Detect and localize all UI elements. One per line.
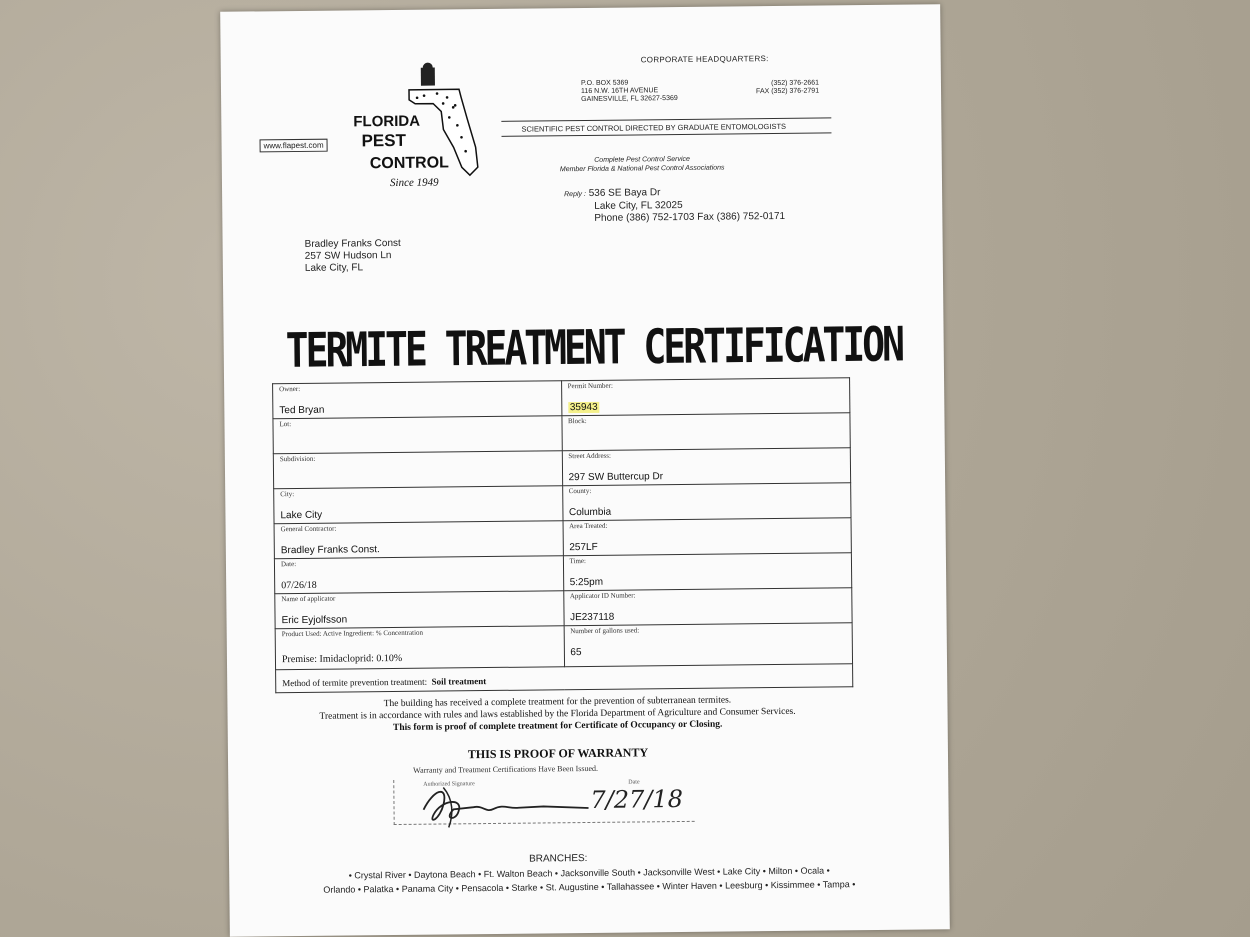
form-row [273,448,850,489]
recipient-address: Bradley Franks Const 257 SW Hudson Ln Lake City, FL [304,237,401,274]
reply-address: Reply : 536 SE Baya Dr Lake City, FL 32025 Phone (386) 752-1703 Fax (386) 752-0171 [564,187,786,224]
membership-text: Complete Pest Control Service Member Florida & National Pest Control Associations [559,155,725,174]
product-cell: Product Used: Active Ingredient: % Concentration Premise: Imidacloprid: 0.10% [275,626,564,670]
hq-phones: (352) 376-2661 FAX (352) 376-2791 [756,79,820,96]
form-row [275,588,852,629]
form-row [275,623,852,670]
applicator-id-value: JE237118 [569,611,615,624]
method-value: Soil treatment [431,676,487,687]
logo-word-pest: PEST [361,130,407,151]
branches-line-1: • Crystal River • Daytona Beach • Ft. Walton Beach • Jacksonville South • Jacksonville West • Lake City • Milton • Ocala • [348,865,830,881]
applicator-value: Eric Eyjolfsson [281,614,348,627]
gallons-value: 65 [570,647,582,659]
method-cell: Method of termite prevention treatment: Soil treatment [276,664,853,693]
contractor-value: Bradley Franks Const. [280,544,380,557]
county-value: Columbia [568,506,612,519]
date-label: Date [628,779,640,786]
form-row [274,518,851,559]
form-row [274,553,851,594]
permit-cell: Permit Number: 35943 [561,378,850,416]
street-cell: Street Address: 297 SW Buttercup Dr [562,448,851,486]
certification-form [272,377,853,693]
time-cell: Time: 5:25pm [563,553,852,591]
city-cell: City: Lake City [274,486,563,524]
company-logo [349,59,490,190]
street-value: 297 SW Buttercup Dr [568,471,664,484]
date-value: 07/26/18 [281,579,317,592]
treatment-statement: The building has received a complete treatment for the prevention of subterranean termites. Treatment is in accordance with rules and laws established by the Florida Department of Agriculture and Consumer Services. This form is proof of complete treatment for Certificate of Occupancy or Closing. [319,695,796,734]
county-cell: County: Columbia [562,483,851,521]
logo-word-control: CONTROL [369,154,449,173]
form-row [273,413,850,454]
gallons-cell: Number of gallons used: 65 [564,623,853,667]
owner-cell: Owner: Ted Bryan [273,381,562,419]
logo-since: Since 1949 [389,176,439,190]
area-cell: Area Treated: 257LF [563,518,852,556]
signed-date: 7/27/18 [590,784,684,814]
branches-label: BRANCHES: [529,852,588,865]
hq-label: CORPORATE HEADQUARTERS: [640,54,769,65]
lot-cell: Lot: [273,416,562,454]
document-title: TERMITE TREATMENT CERTIFICATION [285,316,903,379]
applicator-cell: Name of applicator Eric Eyjolfsson [275,591,564,629]
slogan: SCIENTIFIC PEST CONTROL DIRECTED BY GRADUATE ENTOMOLOGISTS [521,121,787,134]
logo-word-florida: FLORIDA [353,112,421,131]
form-row [273,378,850,419]
website-url: www.flapest.com [260,139,328,153]
warranty-issued: Warranty and Treatment Certifications Have Been Issued. [413,763,599,775]
form-row [274,483,851,524]
branches-line-2: Orlando • Palatka • Panama City • Pensacola • Starke • St. Augustine • Tallahassee • Winter Haven • Leesburg • Kissimmee • Tampa • [323,879,856,895]
warranty-title: THIS IS PROOF OF WARRANTY [467,745,649,762]
date-cell: Date: 07/26/18 [274,556,563,594]
area-value: 257LF [569,541,598,554]
time-value: 5:25pm [569,576,604,589]
product-value: Premise: Imidacloprid: 0.10% [281,652,403,666]
block-cell: Block: [561,413,850,451]
hq-address: P.O. BOX 5369 116 N.W. 16TH AVENUE GAINESVILLE, FL 32627-5369 [580,79,678,104]
applicator-id-cell: Applicator ID Number: JE237118 [563,588,852,626]
owner-value: Ted Bryan [279,404,325,417]
form-row [276,664,853,693]
contractor-cell: General Contractor: Bradley Franks Const. [274,521,563,559]
signature-label: Authorized Signature [423,781,475,788]
subdivision-cell: Subdivision: [273,451,562,489]
permit-value: 35943 [569,401,598,414]
certificate-sheet [220,4,950,936]
city-value: Lake City [280,509,323,522]
signature-image [413,778,594,830]
